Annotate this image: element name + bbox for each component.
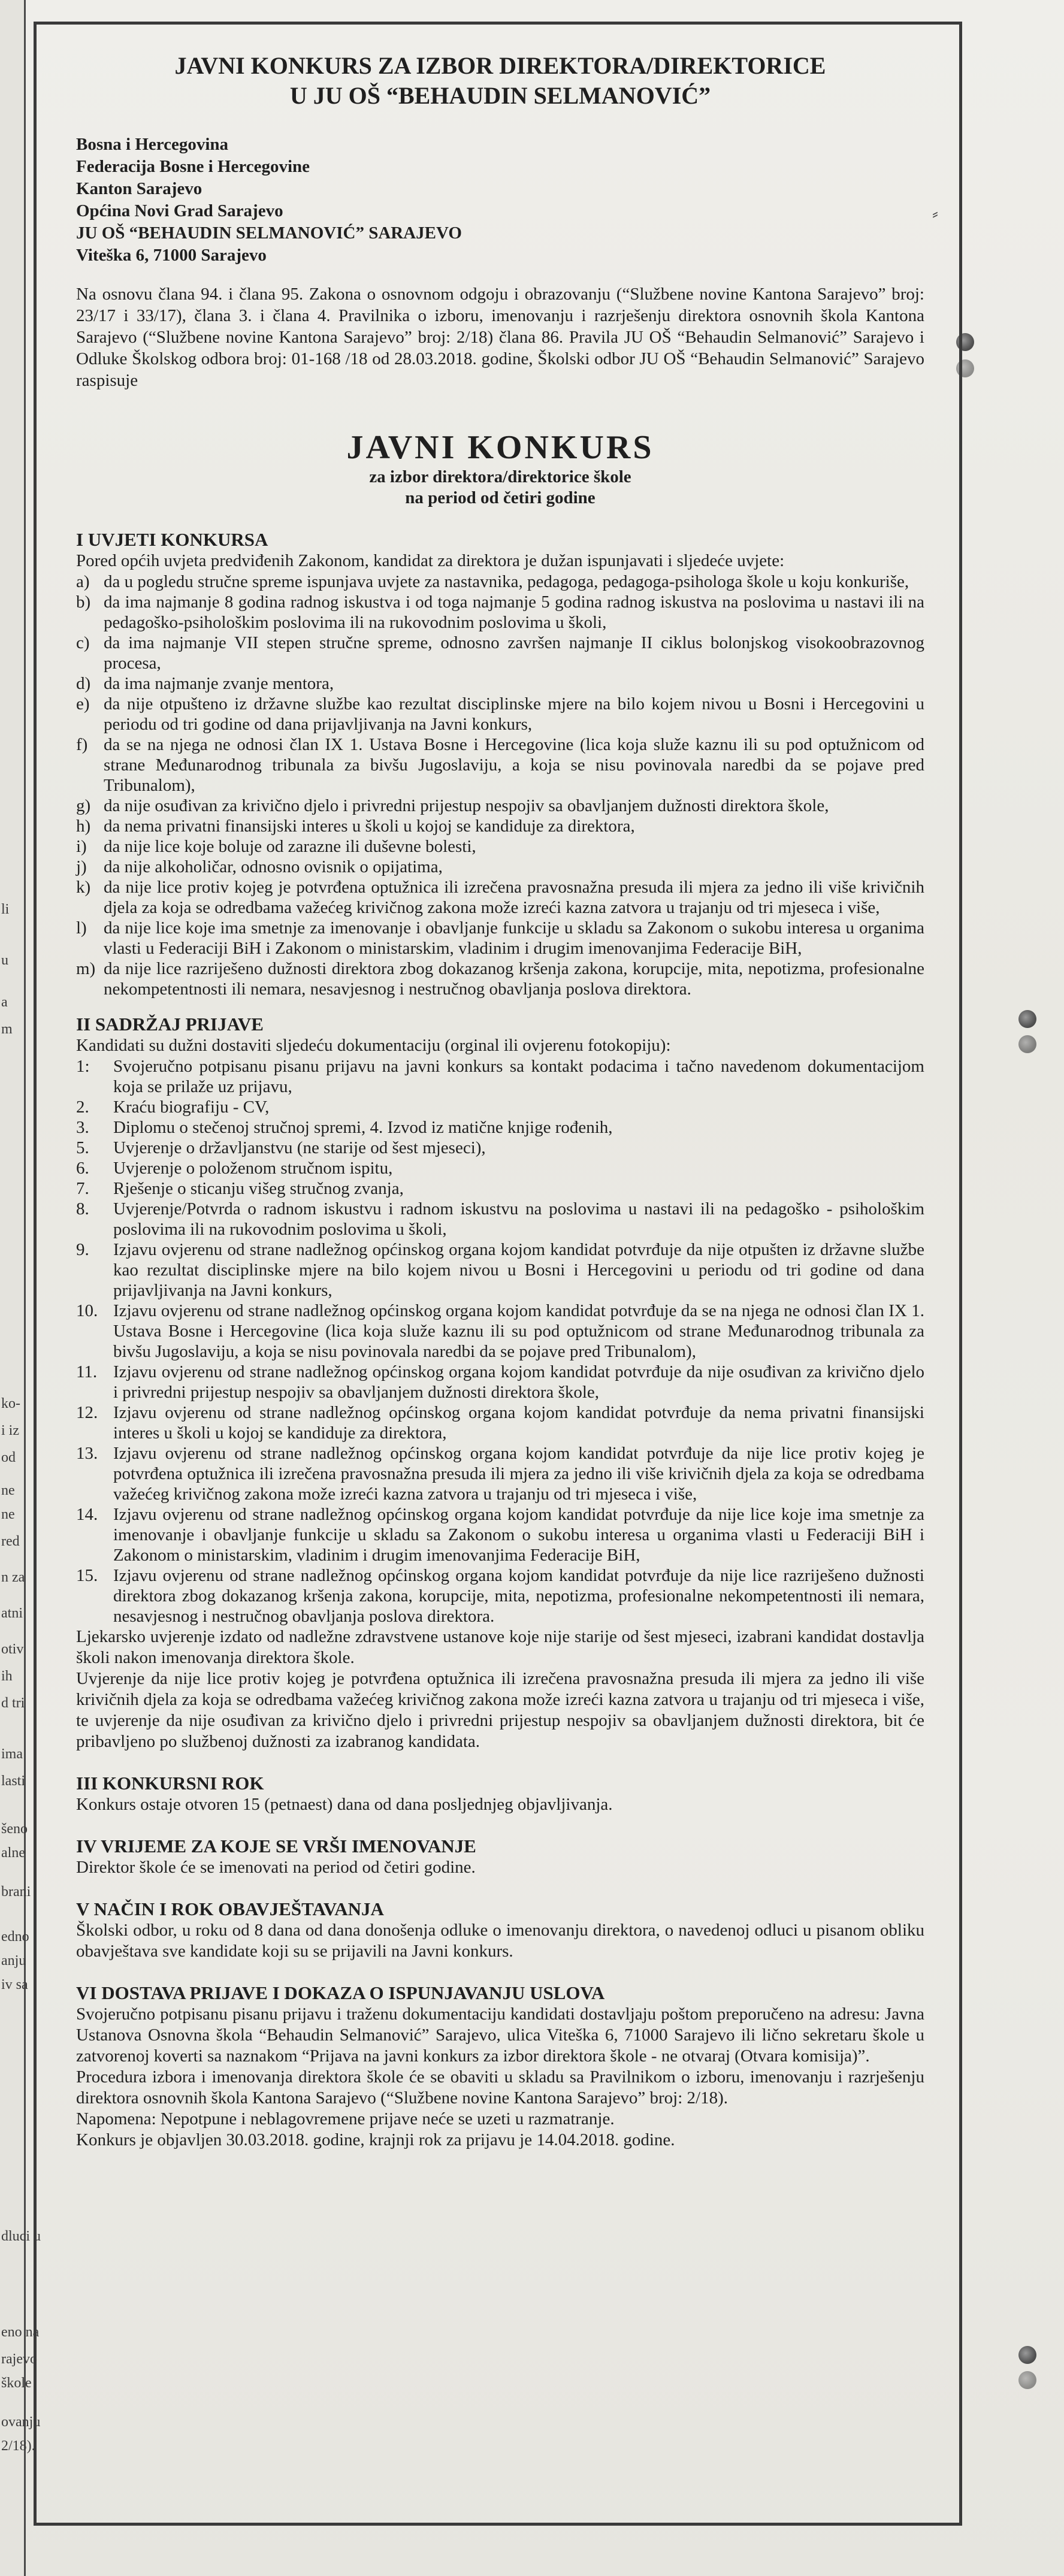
section-text: Školski odbor, u roku od 8 dana od dana donošenja odluke o imenovanju direktora, o navedenoj odluci u pisanom obliku obavještava sve kandidate koji su se prijavili na Javni konkurs. bbox=[76, 1921, 924, 1961]
list-item-marker: 3. bbox=[76, 1118, 89, 1137]
margin-text-fragment: edno bbox=[1, 1929, 29, 1945]
list-item bbox=[76, 1138, 924, 1158]
list-item bbox=[76, 1504, 924, 1565]
list-item-marker: 15. bbox=[76, 1566, 98, 1585]
list-item-marker: e) bbox=[76, 694, 90, 713]
medical-certificate-note: Ljekarsko uvjerenje izdato od nadležne zdravstvene ustanove koje nije starije od šest mjeseci, izabrani kandidat dostavlja školi nakon imenovanja direktora škole. bbox=[76, 1627, 924, 1667]
list-item bbox=[76, 1056, 924, 1097]
list-item-marker: 2. bbox=[76, 1097, 89, 1117]
list-item bbox=[76, 572, 924, 592]
binder-hole-icon bbox=[1018, 1010, 1036, 1028]
list-item-text: Izjavu ovjerenu od strane nadležnog općinskog organa kojom kandidat potvrđuje da nije osuđivan za krivično djelo i privredni prijestup nespojiv sa obavljanjem dužnosti direktora škole, bbox=[113, 1362, 924, 1402]
list-item-text: da nema privatni finansijski interes u školi u kojoj se kandiduje za direktora, bbox=[104, 817, 635, 836]
margin-mark-icon: ⸗ bbox=[932, 204, 938, 223]
submission-paragraph: Svojeručno potpisanu pisanu prijavu i traženu dokumentaciju kandidati dostavljaju poštom preporučeno na adresu: Javna Ustanova Osnovna škola “Behaudin Selmanović” Sarajevo, ulica Viteška 6, 71000 Sarajevo ili lično sekretaru škole u zatvorenoj koverti sa naznakom “Prijava na javni konkurs za izbor direktora škole - ne otvaraj (Otvara komisija)”. bbox=[76, 2004, 924, 2066]
publication-date-paragraph: Konkurs je objavljen 30.03.2018. godine, krajnji rok za prijavu je 14.04.2018. godine. bbox=[76, 2130, 675, 2149]
list-item-marker: h) bbox=[76, 817, 91, 836]
binder-hole-icon bbox=[1018, 2346, 1036, 2364]
list-item-text: da nije otpušteno iz državne službe kao rezultat disciplinske mjere na bilo kojem nivou u Bosni i Hercegovini u periodu od tri godine od dana prijavljivanja na Javni konkurs, bbox=[104, 694, 924, 734]
list-item-marker: 10. bbox=[76, 1301, 98, 1320]
margin-text-fragment: ovanju bbox=[1, 2414, 41, 2430]
list-item bbox=[76, 816, 924, 836]
list-item-marker: 11. bbox=[76, 1362, 98, 1381]
margin-text-fragment: ih bbox=[1, 1668, 13, 1684]
list-item-text: da se na njega ne odnosi član IX 1. Ustava Bosne i Hercegovine (lica koja služe kaznu ili su pod optužnicom od strane Međunarodnog tribunala za bivšu Jugoslaviju, a koja se nisu povinovala naredbi da se pojave pred Tribunalom), bbox=[104, 735, 924, 795]
list-item bbox=[76, 1443, 924, 1504]
ex-officio-note: Uvjerenje da nije lice protiv kojeg je potvrđena optužnica ili izrečena pravosnažna presuda ili mjera za jedno ili više krivičnih djela za koja se odredbama važećeg krivičnog zakona može izreći kazna zatvora u trajanju od tri mjeseca i više, te uvjerenje da nije osuđivan za krivično djelo i privredni prijestup nespojiv sa obavljanjem dužnosti direktora, bit će pribavljeno po službenoj dužnosti za izabranog kandidata. bbox=[76, 1669, 924, 1751]
section-deadline bbox=[76, 1773, 924, 1815]
section-notification bbox=[76, 1898, 924, 1962]
list-item-marker: a) bbox=[76, 572, 90, 591]
list-item-text: da nije lice protiv kojeg je potvrđena optužnica ili izrečena pravosnažna presuda ili mjera za jedno ili više krivičnih djela za koja se odredbama važećeg krivičnog zakona može izreći kazna zatvora u trajanju od tri mjeseca i više, bbox=[104, 878, 924, 917]
list-item bbox=[76, 1402, 924, 1443]
list-item-marker: l) bbox=[76, 918, 87, 938]
section-heading: IV VRIJEME ZA KOJE SE VRŠI IMENOVANJE bbox=[76, 1836, 476, 1857]
page-subtitle: za izbor direktora/direktorice škole na period od četiri godine bbox=[369, 467, 631, 507]
list-item-text: Svojeručno potpisanu pisanu prijavu na javni konkurs sa kontakt podacima i tačno navedenom dokumentacijom koja se prilaže uz prijavu, bbox=[113, 1057, 924, 1096]
list-item-text: da nije lice razriješeno dužnosti direktora zbog dokazanog kršenja zakona, korupcije, mita, nepotizma, profesionalne nekompetentnosti ili nemara, nesavjesnog i nestručnog obavljanja poslova direktora. bbox=[104, 959, 924, 999]
list-item-text: da ima najmanje VII stepen stručne spreme, odnosno završen najmanje II ciklus bolonjskog visokoobrazovnog procesa, bbox=[104, 633, 924, 673]
section-submission bbox=[76, 1982, 924, 2151]
list-item-text: Izjavu ovjerenu od strane nadležnog općinskog organa kojom kandidat potvrđuje da nije lice koje ima smetnje za imenovanje i obavljanje funkcije u skladu sa Zakonom o sukobu interesa u organima vlasti u Federaciji BiH i Zakonom o ministarskim, vladinim i drugim imenovanjima Federacije BiH, bbox=[113, 1505, 924, 1565]
margin-text-fragment: od bbox=[1, 1450, 16, 1465]
list-item-marker: 14. bbox=[76, 1505, 98, 1524]
margin-text-fragment: alne bbox=[1, 1845, 25, 1861]
list-item-text: Izjavu ovjerenu od strane nadležnog općinskog organa kojom kandidat potvrđuje da nije otpušten iz državne službe kao rezultat disciplinske mjere na bilo kojem nivou u Bosni i Hercegovini u periodu od tri godine od dana prijavljivanja na Javni konkurs, bbox=[113, 1240, 924, 1300]
list-item bbox=[76, 857, 924, 877]
school-address-block: Bosna i Hercegovina Federacija Bosne i Hercegovine Kanton Sarajevo Općina Novi Grad Sarajevo JU OŠ “BEHAUDIN SELMANOVIĆ” SARAJEVO Viteška 6, 71000 Sarajevo bbox=[76, 135, 462, 265]
margin-text-fragment: i iz bbox=[1, 1423, 19, 1438]
list-item-text: Rješenje o sticanju višeg stručnog zvanja, bbox=[113, 1179, 404, 1198]
list-item-text: Uvjerenje o državljanstvu (ne starije od šest mjeseci), bbox=[113, 1138, 486, 1157]
list-item-text: Izjavu ovjerenu od strane nadležnog općinskog organa kojom kandidat potvrđuje da nema privatni finansijski interes u školi u kojoj se kandiduje za direktora, bbox=[113, 1403, 924, 1443]
list-item-marker: b) bbox=[76, 592, 91, 612]
list-item-marker: c) bbox=[76, 633, 90, 652]
list-item bbox=[76, 959, 924, 999]
list-item-marker: 6. bbox=[76, 1159, 89, 1178]
list-item-marker: 8. bbox=[76, 1199, 89, 1219]
margin-text-fragment: 2/18). bbox=[1, 2438, 35, 2454]
section-text: Konkurs ostaje otvoren 15 (petnaest) dana od dana posljednjeg objavljivanja. bbox=[76, 1795, 613, 1814]
list-item-marker: 9. bbox=[76, 1240, 89, 1259]
list-item bbox=[76, 673, 924, 694]
list-item-marker: f) bbox=[76, 735, 88, 754]
margin-text-fragment: red bbox=[1, 1534, 20, 1549]
section-term bbox=[76, 1836, 924, 1878]
section-conditions bbox=[76, 529, 924, 999]
margin-text-fragment: brani bbox=[1, 1884, 31, 1900]
margin-text-fragment: anju bbox=[1, 1953, 26, 1969]
margin-text-fragment: atni bbox=[1, 1606, 23, 1621]
list-item-marker: 12. bbox=[76, 1403, 98, 1422]
margin-text-fragment: a bbox=[1, 994, 8, 1010]
list-item-marker: m) bbox=[76, 959, 96, 978]
list-item-text: Izjavu ovjerenu od strane nadležnog općinskog organa kojom kandidat potvrđuje da se na njega ne odnosi član IX 1. Ustava Bosne i Hercegovine (lica koja služe kaznu ili su pod optužnicom od strane Međunarodnog tribunala za bivšu Jugoslaviju, a koja se nisu povinovala naredbi da se pojave pred Tribunalom), bbox=[113, 1301, 924, 1361]
margin-text-fragment: lasti bbox=[1, 1773, 25, 1789]
margin-text-fragment: šeno bbox=[1, 1821, 28, 1837]
list-item bbox=[76, 734, 924, 796]
list-item bbox=[76, 796, 924, 816]
list-item-text: Uvjerenje/Potvrda o radnom iskustvu i radnom iskustvu na poslovima u nastavi ili na pedagoško - psihološkim poslovima ili na rukovodnim poslovima u školi, bbox=[113, 1199, 924, 1239]
list-item bbox=[76, 1239, 924, 1301]
margin-text-fragment: n za bbox=[1, 1570, 25, 1585]
list-item bbox=[76, 1362, 924, 1402]
documents-list bbox=[76, 1056, 924, 1626]
conditions-list bbox=[76, 572, 924, 999]
page-title: JAVNI KONKURS bbox=[346, 429, 654, 466]
list-item-marker: 5. bbox=[76, 1138, 89, 1157]
margin-text-fragment: dluci u bbox=[1, 2229, 41, 2244]
procedure-paragraph: Procedura izbora i imenovanja direktora škole će se obaviti u skladu sa Pravilnikom o izboru, imenovanju i razrješenju direktora osnovnih škola Kantona Sarajevo (“Službene novine Kantona Sarajevo” broj: 2/18). bbox=[76, 2067, 924, 2108]
list-item bbox=[76, 1565, 924, 1626]
legal-basis-paragraph: Na osnovu člana 94. i člana 95. Zakona o osnovnom odgoju i obrazovanju (“Službene novine Kantona Sarajevo” broj: 23/17 i 33/17), člana 3. i člana 4. Pravilnika o izboru, imenovanju i razrješenju direktora osnovnih škola Kantona Sarajevo (“Službene novine Kantona Sarajevo” broj: 2/18) člana 86. Pravila JU OŠ “Behaudin Selmanović” Sarajevo i Odluke Školskog odbora broj: 01-168 /18 od 28.03.2018. godine, Školski odbor JU OŠ “Behaudin Selmanović” Sarajevo raspisuje bbox=[76, 285, 924, 390]
list-item-text: Izjavu ovjerenu od strane nadležnog općinskog organa kojom kandidat potvrđuje da nije lice razriješeno dužnosti direktora zbog dokazanog kršenja zakona, korupcije, mita, nepotizma, profesionalne nekompetentnosti ili nemara, nesavjesnog i nestručnog obavljanja poslova direktora. bbox=[113, 1566, 924, 1626]
section-heading: III KONKURSNI ROK bbox=[76, 1773, 264, 1794]
margin-text-fragment: rajevo bbox=[1, 2351, 37, 2367]
list-item bbox=[76, 836, 924, 857]
margin-text-fragment: ne bbox=[1, 1483, 15, 1498]
margin-text-fragment: u bbox=[1, 953, 8, 968]
margin-text-fragment: ima bbox=[1, 1746, 23, 1762]
list-item-text: da nije lice koje ima smetnje za imenovanje i obavljanje funkcije u skladu sa Zakonom o sukobu interesa u organima vlasti u Federaciji BiH i Zakonom o ministarskim, vladinim i drugim imenovanjima Federacije BiH, bbox=[104, 918, 924, 958]
list-item bbox=[76, 1097, 924, 1117]
section-application-content bbox=[76, 1014, 924, 1752]
announcement-box bbox=[34, 22, 962, 2526]
list-item bbox=[76, 1301, 924, 1362]
list-item-text: da nije lice koje boluje od zarazne ili duševne bolesti, bbox=[104, 837, 476, 856]
list-item-text: da nije osuđivan za krivično djelo i privredni prijestup nespojiv sa obavljanjem dužnosti direktora škole, bbox=[104, 796, 829, 815]
list-item bbox=[76, 694, 924, 734]
section-heading: VI DOSTAVA PRIJAVE I DOKAZA O ISPUNJAVANJU USLOVA bbox=[76, 1982, 605, 2003]
section-heading: V NAČIN I ROK OBAVJEŠTAVANJA bbox=[76, 1898, 384, 1919]
section-text: Direktor škole će se imenovati na period od četiri godine. bbox=[76, 1858, 476, 1877]
list-item-marker: g) bbox=[76, 796, 91, 815]
list-item bbox=[76, 1199, 924, 1239]
list-item bbox=[76, 633, 924, 673]
margin-text-fragment: otiv bbox=[1, 1641, 24, 1657]
margin-text-fragment: m bbox=[1, 1021, 13, 1037]
margin-text-fragment: škole bbox=[1, 2375, 32, 2391]
list-item-marker: k) bbox=[76, 878, 91, 897]
list-item-marker: i) bbox=[76, 837, 87, 856]
section-heading: II SADRŽAJ PRIJAVE bbox=[76, 1014, 264, 1035]
list-item-marker: 1: bbox=[76, 1057, 90, 1076]
list-item-marker: 13. bbox=[76, 1444, 98, 1463]
section-lead: Pored općih uvjeta predviđenih Zakonom, kandidat za direktora je dužan ispunjavati i sljedeće uvjete: bbox=[76, 551, 785, 570]
margin-text-fragment: ne bbox=[1, 1507, 15, 1522]
list-item-marker: 7. bbox=[76, 1179, 89, 1198]
margin-text-fragment: li bbox=[1, 902, 10, 917]
list-item bbox=[76, 877, 924, 918]
list-item-marker: j) bbox=[76, 857, 87, 876]
list-item-text: da ima najmanje zvanje mentora, bbox=[104, 674, 334, 693]
binder-hole-icon bbox=[1018, 1035, 1036, 1053]
list-item-text: Uvjerenje o položenom stručnom ispitu, bbox=[113, 1159, 393, 1178]
list-item bbox=[76, 1158, 924, 1178]
list-item-text: da nije alkoholičar, odnosno ovisnik o opijatima, bbox=[104, 857, 443, 876]
list-item bbox=[76, 592, 924, 633]
margin-text-fragment: d tri bbox=[1, 1695, 25, 1711]
left-column-edge bbox=[0, 0, 26, 2576]
margin-text-fragment: eno na bbox=[1, 2324, 40, 2340]
margin-text-fragment: iv sa bbox=[1, 1977, 28, 1993]
list-item-text: Diplomu o stečenoj stručnoj spremi, 4. Izvod iz matične knjige rođenih, bbox=[113, 1118, 613, 1137]
list-item-text: da ima najmanje 8 godina radnog iskustva i od toga najmanje 5 godina radnog iskustva na poslovima u nastavi ili na pedagoško-psihološkim poslovima ili na rukovodnim poslovima u školi, bbox=[104, 592, 924, 632]
list-item-text: Kraću biografiju - CV, bbox=[113, 1097, 270, 1117]
section-lead: Kandidati su dužni dostaviti sljedeću dokumentaciju (orginal ili ovjerenu fotokopiju): bbox=[76, 1036, 671, 1055]
list-item bbox=[76, 1117, 924, 1138]
list-item bbox=[76, 1178, 924, 1199]
list-item-text: da u pogledu stručne spreme ispunjava uvjete za nastavnika, pedagoga, pedagoga-psihologa škole u koju konkuriše, bbox=[104, 572, 909, 591]
margin-text-fragment: ko- bbox=[1, 1396, 20, 1411]
list-item-marker: d) bbox=[76, 674, 91, 693]
list-item bbox=[76, 918, 924, 959]
announcement-heading: JAVNI KONKURS ZA IZBOR DIREKTORA/DIREKTORICE U JU OŠ “BEHAUDIN SELMANOVIĆ” bbox=[174, 52, 826, 109]
section-heading: I UVJETI KONKURSA bbox=[76, 529, 268, 550]
binder-hole-icon bbox=[1018, 2371, 1036, 2389]
list-item-text: Izjavu ovjerenu od strane nadležnog općinskog organa kojom kandidat potvrđuje da nije lice protiv kojeg je potvrđena optužnica ili izrečena pravosnažna presuda ili mjera za jedno ili više krivičnih djela za koja se odredbama važećeg krivičnog zakona može izreći kazna zatvora u trajanju od tri mjeseca i više, bbox=[113, 1444, 924, 1504]
note-paragraph: Napomena: Nepotpune i neblagovremene prijave neće se uzeti u razmatranje. bbox=[76, 2109, 615, 2128]
